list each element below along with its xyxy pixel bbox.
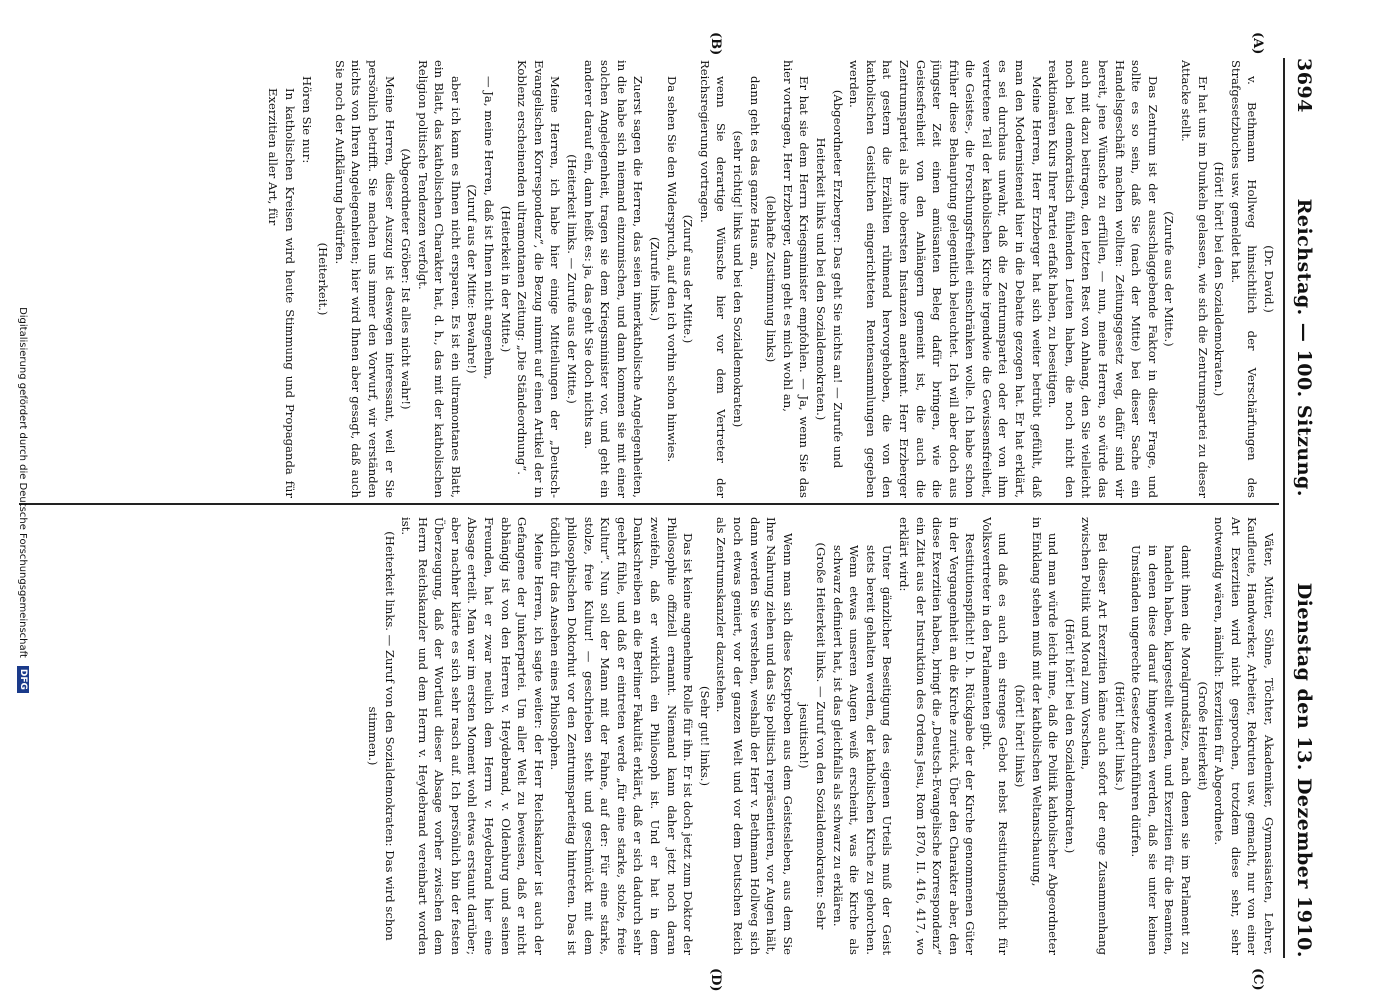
paragraph: Restitutionspflicht! D. h. Rückgabe der der Kirche genommenen Güter in der Vergangenheit an die Kirche zurück. Über den Charakter aber, den diese Exerzitien haben, bringt die „Deutsch-Evangelische Korrespondenz“ ein Zitat aus der Instruktion des Ordens Jesu, Rom 1870, II. 416, 417, wo erklärt wird:: [896, 517, 978, 955]
paragraph: Zuerst sagen die Herren, das seien innerkatholische Angelegenheiten, in die habe sich niemand einzumischen, und dann kommen sie mit einer solchen Angelegenheit, tragen sie dem Kriegsminister vor, und geht ein anderer darauf ein, dann heißt es: ja, das geht Sie doch nichts an.: [581, 60, 646, 498]
paragraph: Das Zentrum ist der ausschlaggebende Faktor in dieser Frage, und sollte es so sein, daß Sie (nach der Mitte) bei dieser Sache ein Handelsgeschäft machen wollten: Zeitungsgesetz weg, dafür sind wir bereit, jene Wünsche zu erfüllen, — nun, meine Herren, so würde das auch mit dazu beitragen, den letzten Rest von Anhang, den Sie vielleicht noch bei demokratisch fühlenden Leuten haben, die noch nicht den reaktionären Kurs Ihrer Partei erfaßt haben, zu beseitigen.: [1046, 60, 1160, 498]
interjection: (Große Heiterkeit links. — Zuruf von den Sozialdemokraten: Sehr jesuitisch!): [797, 542, 828, 930]
interjection: (sehr richtig! links und bei den Sozialdemokraten): [731, 130, 745, 428]
paragraph: Das ist keine angenehme Rolle für ihn. Er ist doch jetzt zum Doktor der Philosophie offiziell ernannt. Niemand kann daher jetzt noch daran zweifeln, daß er wirklich ein Philosoph ist. Und er hat in dem Dankschreiben an die Berliner Fakultät erklärt, daß er sich dadurch sehr geehrt fühle, und daß er eintreten werde „für eine starke, stolze, freie Kultur“. Nun soll der Mann mit der Fahne, auf der: Für eine starke, stolze, freie Kultur! — geschrieben steht und geschmückt mit dem philosophischen Doktorhut vor den Zentrumsparteitag hintreten. Das ist tödlich für das Ansehen eines Philosophen.: [548, 517, 696, 955]
paragraph: Hören Sie nur:: [299, 76, 314, 164]
paragraph: — Ja, meine Herren, daß ist Ihnen nicht angenehm,: [482, 76, 497, 380]
interjection: (Zurufe aus der Mitte.): [1162, 211, 1177, 347]
interjection: (hört! hört! links): [1013, 684, 1028, 788]
interjection: (Hört! hört! bei den Sozialdemokraten.): [1062, 618, 1077, 854]
paragraph: Er hat uns im Dunkeln gelassen, wie sich die Zentrumspartei zu dieser Attacke stellt.: [1179, 60, 1210, 498]
paragraph: Meine Herren, ich habe hier einige Mitteilungen der „Deutsch-Evangelischen Korrespondenz“, die Bezug nimmt auf einen Artikel der in Koblenz erscheinenden ultramontanen Zeitung: „Die Ständeordnung“.: [515, 60, 563, 498]
paragraph: und daß es auch ein strenges Gebot nebst Restitutionspflicht für Volksvertreter in den Parlamenten gibt.: [979, 517, 1011, 955]
paragraph: Meine Herren, ich sagte weiter: der Herr Reichskanzler ist auch der Gefangene der Junkerpartei. Um aller Welt zu beweisen, daß er nicht abhängig ist von den Herren v. Heydebrand, v. Oldenburg und seinen Freunden, hat er zwar neulich dem Herrn v. Heydebrand hier eine Absage erteilt. Man war im ersten Moment wohl etwas erstaunt darüber; aber nachher klärte es sich sehr rasch auf. Ich persönlich bin der festen Überzeugung, daß der Wortlaut dieser Absage vorher zwischen dem Herrn Reichskanzler und dem Herrn v. Heydebrand vereinbart worden ist.: [399, 517, 546, 955]
paragraph: Da sehen Sie den Widerspruch, auf den ich vorhin schon hinwies.: [664, 76, 679, 463]
interjection: (Abgeordneter Gröber: Ist alles nicht wahr!): [399, 148, 414, 410]
paragraph: In katholischen Kreisen wird heute Stimmung und Propaganda für Exerzitien aller Art, für: [266, 88, 297, 498]
interjection: (Große Heiterkeit): [1195, 681, 1210, 791]
paragraph: und man würde leicht inne, daß die Politik katholischer Abgeordneter in Einklang stehen muß mit der katholischen Weltanschauung,: [1029, 517, 1061, 955]
right-text-column: [7, 517, 1277, 955]
paragraph: Meine Herren, dieser Auszug ist deswegen interessant, weil er Sie persönlich betrifft. Sie machen uns immer den Vorwurf, wir verständen nichts von Ihren Angelegenheiten; hier wird Ihnen aber gesagt, daß auch Sie noch der Aufklärung bedürfen.: [332, 60, 397, 498]
interjection: (Zurufe links.): [648, 237, 663, 321]
page-header: [1289, 58, 1315, 958]
interjection: (Heiterkeit in der Mitte.): [498, 205, 513, 353]
paragraph: v. Bethmann Hollweg hinsichtlich der Verschärfungen des Strafgesetzbuches usw. gemeldet hat.: [1228, 60, 1260, 498]
paragraph: Bei dieser Art Exerzitien käme auch sofort der enge Zusammenhang zwischen Politik und Moral zum Vorschein,: [1079, 517, 1111, 955]
interjection: (Abgeordneter Erzberger: Das geht Sie nichts an! — Zurufe und Heiterkeit links und bei den Sozialdemokraten.): [813, 89, 845, 469]
page-number: 3694: [1293, 58, 1315, 113]
margin-marker-a: (A): [1250, 32, 1265, 55]
interjection: (Heiterkeit.): [316, 242, 331, 316]
interjection: (Heiterkeit links. — Zuruf von den Sozialdemokraten: Das wird schon stimmen.): [365, 531, 397, 941]
margin-marker-c: (C): [1250, 968, 1265, 991]
paragraph: damit ihnen die Moralgrundsätze, nach denen sie im Parlament zu handeln haben, klargestellt werden, und Exerzitien für die Beamten, in denen diese darauf hingewiesen werden, daß sie unter keinen Umständen ungerechte Gesetze durchführen dürfen.: [1129, 545, 1194, 955]
interjection: (Dr. David.): [1262, 245, 1276, 313]
left-text-column: [7, 60, 1277, 498]
paragraph: dann geht es das ganze Haus an,: [747, 76, 762, 271]
paragraph: Unter gänzlicher Beseitigung des eigenen Urteils muß der Geist stets bereit gehalten werden, der katholischen Kirche zu gehorchen. Wenn etwas unseren Augen weiß erscheint, was die Kirche als schwarz definiert hat, ist das gleichfalls als schwarz zu erklären.: [830, 545, 895, 955]
paragraph: Väter, Mütter, Söhne, Töchter, Akademiker, Gymnasiasten, Lehrer, Kaufleute, Handwerker, Arbeiter, Rekruten usw. gemacht, nur von einer Art Exerzitien wird nicht gesprochen, trotzdem diese sehr, sehr notwendig wären, nämlich: Exerzitien für Abgeordnete.: [1212, 517, 1276, 955]
paragraph: wenn Sie derartige Wünsche hier vor dem Vertreter der Reichsregierung vortragen.: [697, 60, 729, 498]
column-divider: [19, 503, 1279, 505]
interjection: (Hört! hört! links.): [1112, 681, 1127, 791]
interjection: (Heiterkeit links. — Zurufe aus der Mitte.): [565, 154, 580, 404]
paragraph: Wenn man sich diese Kostproben aus dem Geistesleben, aus dem Sie Ihre Nahrung ziehen und das Sie politisch repräsentieren, vor Augen hält, dann werden Sie verstehen, weshalb der Herr v. Bethmann Hollweg sich noch etwas geniert, vor der ganzen Welt und vor dem Deutschen Reich als Zentrumskanzler dazustehen.: [714, 517, 795, 955]
interjection: (Zuruf aus der Mitte: Bewahre!): [465, 184, 480, 374]
interjection: (lebhafte Zustimmung links): [764, 195, 779, 363]
digitization-footer: [8, 0, 38, 1000]
margin-marker-d: (D): [708, 968, 723, 992]
paragraph: Meine Herren, Herr Erzberger hat sich weiter betrübt gefühlt, daß man den Modernisteneid hier in die Debatte gezogen hat. Er hat erklärt, es sei durchaus unwahr, daß die Zentrumspartei oder der von ihm vertretene Teil der katholischen Kirche irgendwie die Gewissensfreiheit, die Geistes-, die Forschungsfreiheit einschränken wolle. Ich habe schon früher diese Behauptung gelegentlich beleuchtet. Ich will aber doch aus jüngster Zeit einen amüsanten Beleg dafür bringen, wie die Geistesfreiheit von den Anhängern gemeint ist, die auch die Zentrumspartei als ihre obersten Instanzen anerkennt. Herr Erzberger hat gestern die Erzählten rühmend hervorgehoben, die von den katholischen Geistlichen eingerichteten Rentensammlungen gegeben werden.: [847, 60, 1044, 498]
interjection: (Zuruf aus der Mitte.): [681, 214, 696, 344]
footer-text: Digitalisierung gefördert durch die Deutsche Forschungsgemeinschaft: [17, 307, 29, 658]
page-running-title: Reichstag. — 100. Sitzung.: [1293, 198, 1315, 497]
page-date: Dienstag den 13. Dezember 1910.: [1293, 582, 1315, 958]
header-rule: [1283, 58, 1285, 958]
interjection: (Hört! hört! bei den Sozialdemokraten.): [1212, 161, 1227, 397]
dfg-logo: DFG: [17, 666, 29, 693]
interjection: (Sehr gut! links.): [697, 686, 712, 786]
paragraph: Er hat sie dem Herrn Kriegsminister empfohlen. — Ja, wenn Sie das hier vortragen, Herr Erzberger, dann geht es mich wohl an,: [780, 60, 812, 498]
margin-marker-b: (B): [708, 32, 723, 56]
paragraph: aber ich kann es Ihnen nicht ersparen. Es ist ein ultramontanes Blatt, ein Blatt, das katholischen Charakter hat, d. h., das mit der katholischen Religion politische Tendenzen verfolgt.: [415, 60, 463, 498]
